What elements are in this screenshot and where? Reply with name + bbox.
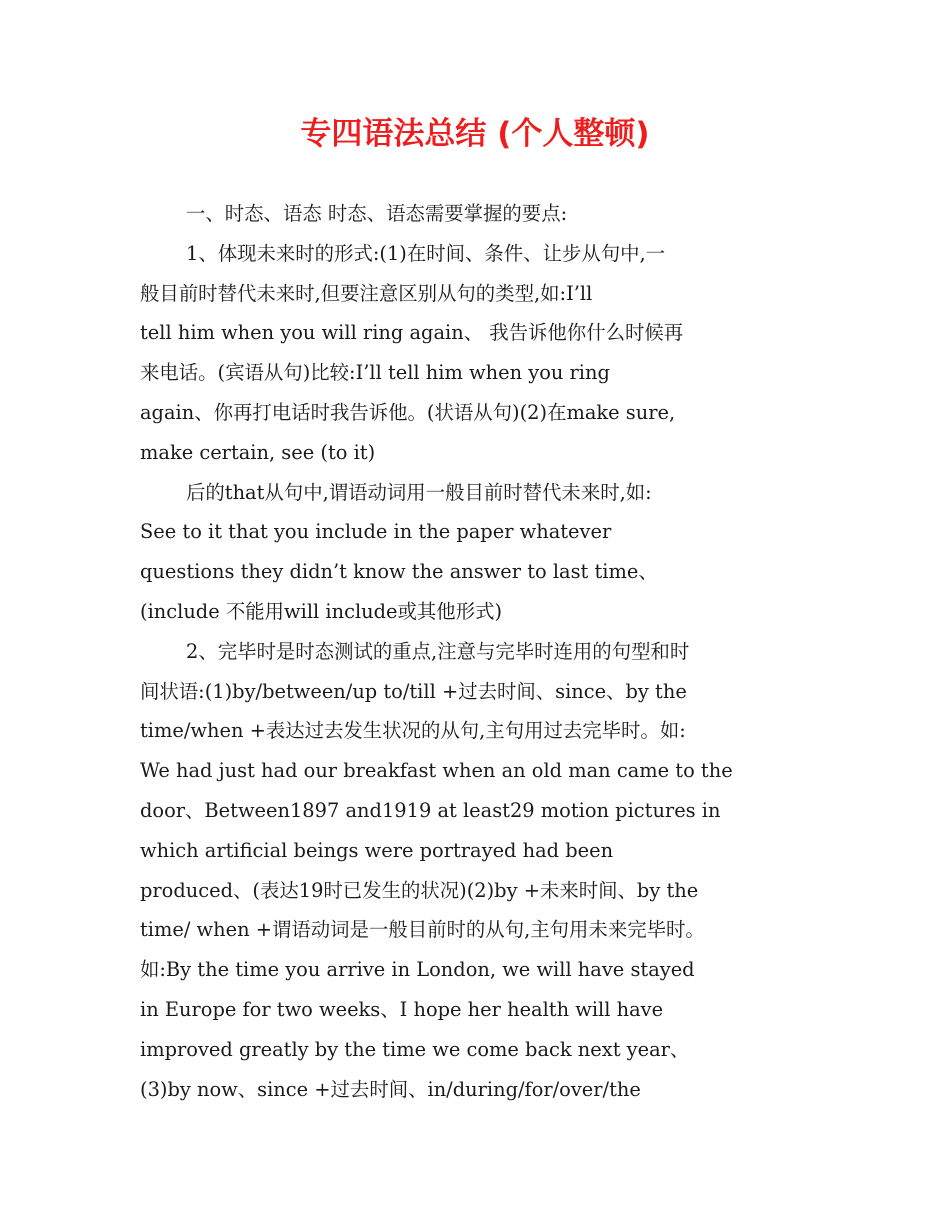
body-line: 间状语:(1)by/between/up to/till +过去时间、since、by the xyxy=(140,679,687,703)
body-line: door、Between1897 and1919 at least29 motion pictures in xyxy=(140,798,721,822)
body-line: 一、时态、语态 时态、语态需要掌握的要点: xyxy=(186,202,568,225)
body-line: 般目前时替代未来时,但要注意区别从句的类型,如:I’ll xyxy=(140,281,593,305)
body-line: 如:By the time you arrive in London, we will have stayed xyxy=(140,958,695,982)
document-title: 专四语法总结 (个人整顿) xyxy=(300,116,650,152)
body-line: 2、完毕时是时态测试的重点,注意与完毕时连用的句型和时 xyxy=(186,639,690,663)
body-line: (include 不能用will include或其他形式) xyxy=(140,599,503,623)
body-line: make certain, see (to it) xyxy=(140,440,376,464)
body-line: which artificial beings were portrayed had been xyxy=(140,838,614,862)
body-line: in Europe for two weeks、I hope her health will have xyxy=(140,997,664,1021)
body-line: 后的that从句中,谓语动词用一般目前时替代未来时,如: xyxy=(186,480,652,504)
body-line: (3)by now、since +过去时间、in/during/for/over/the xyxy=(140,1077,641,1101)
body-line: time/ when +谓语动词是一般目前时的从句,主句用未来完毕时。 xyxy=(140,918,705,942)
body-line: improved greatly by the time we come back next year、 xyxy=(140,1037,690,1061)
body-line: 来电话。(宾语从句)比较:I’ll tell him when you ring xyxy=(140,361,610,385)
body-line: tell him when you will ring again、 我告诉他你什么时候再 xyxy=(140,321,684,345)
body-line: again、你再打电话时我告诉他。(状语从句)(2)在make sure, xyxy=(140,400,676,424)
body-line: We had just had our breakfast when an old man came to the xyxy=(140,759,733,783)
body-line: time/when +表达过去发生状况的从句,主句用过去完毕时。如: xyxy=(140,719,686,743)
body-line: See to it that you include in the paper whatever xyxy=(140,520,612,544)
body-line: questions they didn’t know the answer to last time、 xyxy=(140,560,658,584)
body-line: produced、(表达19时已发生的状况)(2)by +未来时间、by the xyxy=(140,878,699,902)
body-line: 1、体现未来时的形式:(1)在时间、条件、让步从句中,一 xyxy=(186,241,666,265)
document-body xyxy=(140,194,815,1109)
